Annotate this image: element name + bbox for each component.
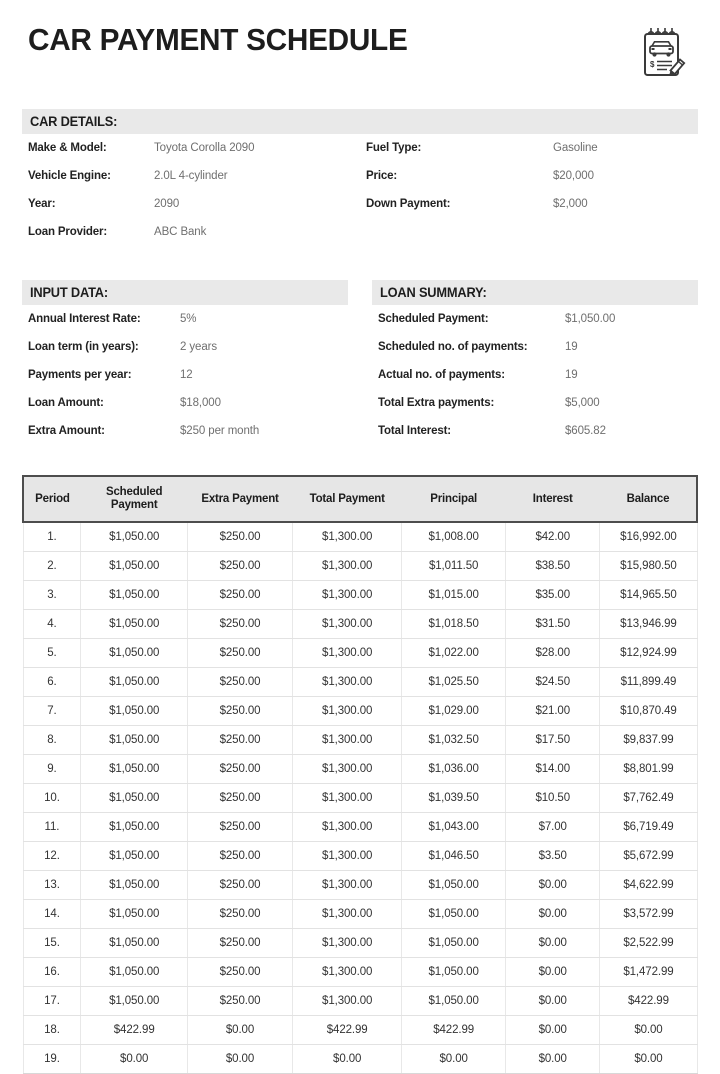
cell-period: 3. xyxy=(23,581,81,610)
cell-period: 4. xyxy=(23,610,81,639)
cell-extra-payment: $250.00 xyxy=(187,929,292,958)
cell-period: 6. xyxy=(23,668,81,697)
detail-value: $2,000 xyxy=(553,198,588,210)
cell-balance: $12,924.99 xyxy=(600,639,697,668)
cell-extra-payment: $0.00 xyxy=(187,1045,292,1074)
cell-scheduled-payment: $1,050.00 xyxy=(81,987,187,1016)
summary-value: $5,000 xyxy=(565,397,600,409)
cell-principal: $422.99 xyxy=(402,1016,506,1045)
input-value: $250 per month xyxy=(180,425,260,437)
cell-scheduled-payment: $1,050.00 xyxy=(81,726,187,755)
cell-period: 19. xyxy=(23,1045,81,1074)
cell-extra-payment: $250.00 xyxy=(187,697,292,726)
column-header-extra-payment: Extra Payment xyxy=(187,476,292,522)
cell-total-payment: $1,300.00 xyxy=(293,668,402,697)
cell-balance: $3,572.99 xyxy=(600,900,697,929)
cell-total-payment: $1,300.00 xyxy=(293,987,402,1016)
input-data-section xyxy=(22,280,348,453)
detail-row-price xyxy=(366,170,698,198)
cell-interest: $24.50 xyxy=(506,668,600,697)
cell-interest: $7.00 xyxy=(506,813,600,842)
table-head xyxy=(23,476,697,522)
column-header-balance: Balance xyxy=(600,476,697,522)
cell-balance: $8,801.99 xyxy=(600,755,697,784)
cell-principal: $1,025.50 xyxy=(402,668,506,697)
input-row-loan-amount xyxy=(28,397,348,425)
cell-interest: $35.00 xyxy=(506,581,600,610)
cell-period: 11. xyxy=(23,813,81,842)
cell-principal: $1,015.00 xyxy=(402,581,506,610)
input-value: 2 years xyxy=(180,341,218,353)
cell-interest: $17.50 xyxy=(506,726,600,755)
summary-row-scheduled-payment xyxy=(378,313,698,341)
cell-principal: $1,011.50 xyxy=(402,552,506,581)
cell-interest: $0.00 xyxy=(506,1016,600,1045)
cell-total-payment: $1,300.00 xyxy=(293,726,402,755)
cell-principal: $1,029.00 xyxy=(402,697,506,726)
cell-period: 9. xyxy=(23,755,81,784)
table-row xyxy=(23,813,697,842)
table-row xyxy=(23,639,697,668)
input-value: $18,000 xyxy=(180,397,221,409)
cell-balance: $4,622.99 xyxy=(600,871,697,900)
summary-label: Total Extra payments: xyxy=(378,397,495,409)
summary-label: Scheduled no. of payments: xyxy=(378,341,528,353)
cell-scheduled-payment: $1,050.00 xyxy=(81,813,187,842)
payment-schedule-table-wrapper xyxy=(22,475,698,1074)
cell-interest: $38.50 xyxy=(506,552,600,581)
summary-value: 19 xyxy=(565,341,578,353)
summary-value: $605.82 xyxy=(565,425,606,437)
summary-panels xyxy=(22,280,698,453)
table-row xyxy=(23,522,697,552)
car-notepad-icon xyxy=(640,26,686,83)
cell-balance: $2,522.99 xyxy=(600,929,697,958)
car-details-body xyxy=(22,142,698,254)
detail-row-vehicle-engine xyxy=(28,170,360,198)
cell-period: 16. xyxy=(23,958,81,987)
cell-extra-payment: $250.00 xyxy=(187,958,292,987)
cell-extra-payment: $250.00 xyxy=(187,813,292,842)
column-header-total-payment: Total Payment xyxy=(293,476,402,522)
cell-interest: $28.00 xyxy=(506,639,600,668)
cell-period: 2. xyxy=(23,552,81,581)
cell-principal: $1,018.50 xyxy=(402,610,506,639)
summary-row-total-extra-payments xyxy=(378,397,698,425)
detail-label: Vehicle Engine: xyxy=(28,170,111,182)
input-label: Extra Amount: xyxy=(28,425,105,437)
cell-principal: $1,050.00 xyxy=(402,929,506,958)
detail-value: 2090 xyxy=(154,198,180,210)
cell-balance: $11,899.49 xyxy=(600,668,697,697)
cell-period: 15. xyxy=(23,929,81,958)
cell-balance: $1,472.99 xyxy=(600,958,697,987)
input-label: Annual Interest Rate: xyxy=(28,313,141,325)
cell-scheduled-payment: $0.00 xyxy=(81,1045,187,1074)
summary-value: $1,050.00 xyxy=(565,313,616,325)
cell-principal: $1,032.50 xyxy=(402,726,506,755)
cell-interest: $31.50 xyxy=(506,610,600,639)
cell-extra-payment: $250.00 xyxy=(187,755,292,784)
cell-total-payment: $1,300.00 xyxy=(293,610,402,639)
table-row xyxy=(23,987,697,1016)
car-details-heading: CAR DETAILS: xyxy=(30,114,118,129)
cell-total-payment: $1,300.00 xyxy=(293,697,402,726)
cell-balance: $10,870.49 xyxy=(600,697,697,726)
cell-extra-payment: $250.00 xyxy=(187,552,292,581)
cell-period: 1. xyxy=(23,522,81,552)
cell-balance: $16,992.00 xyxy=(600,522,697,552)
cell-scheduled-payment: $422.99 xyxy=(81,1016,187,1045)
loan-summary-body xyxy=(372,313,698,453)
table-row xyxy=(23,755,697,784)
cell-extra-payment: $250.00 xyxy=(187,871,292,900)
table-row xyxy=(23,929,697,958)
cell-extra-payment: $250.00 xyxy=(187,726,292,755)
summary-label: Scheduled Payment: xyxy=(378,313,489,325)
input-row-annual-interest-rate xyxy=(28,313,348,341)
cell-scheduled-payment: $1,050.00 xyxy=(81,929,187,958)
cell-total-payment: $1,300.00 xyxy=(293,842,402,871)
cell-scheduled-payment: $1,050.00 xyxy=(81,900,187,929)
input-value: 5% xyxy=(180,313,197,325)
detail-value: Gasoline xyxy=(553,142,598,154)
cell-total-payment: $1,300.00 xyxy=(293,522,402,552)
input-label: Loan term (in years): xyxy=(28,341,139,353)
detail-label: Fuel Type: xyxy=(366,142,422,154)
table-body xyxy=(23,522,697,1074)
cell-interest: $21.00 xyxy=(506,697,600,726)
column-header-scheduled-payment: Scheduled Payment xyxy=(81,476,187,522)
cell-interest: $14.00 xyxy=(506,755,600,784)
cell-balance: $0.00 xyxy=(600,1016,697,1045)
input-value: 12 xyxy=(180,369,193,381)
cell-balance: $422.99 xyxy=(600,987,697,1016)
table-row xyxy=(23,581,697,610)
cell-principal: $1,036.00 xyxy=(402,755,506,784)
cell-extra-payment: $250.00 xyxy=(187,639,292,668)
page-title: CAR PAYMENT SCHEDULE xyxy=(28,22,408,57)
table-row xyxy=(23,668,697,697)
input-row-payments-per-year xyxy=(28,369,348,397)
cell-scheduled-payment: $1,050.00 xyxy=(81,697,187,726)
car-details-header-bar xyxy=(22,109,698,134)
loan-summary-section xyxy=(372,280,698,453)
cell-period: 17. xyxy=(23,987,81,1016)
cell-principal: $1,050.00 xyxy=(402,958,506,987)
cell-total-payment: $0.00 xyxy=(293,1045,402,1074)
cell-total-payment: $1,300.00 xyxy=(293,755,402,784)
cell-total-payment: $1,300.00 xyxy=(293,639,402,668)
cell-total-payment: $1,300.00 xyxy=(293,871,402,900)
input-data-body xyxy=(22,313,348,453)
table-row xyxy=(23,726,697,755)
svg-text:$: $ xyxy=(650,60,655,69)
summary-value: 19 xyxy=(565,369,578,381)
cell-interest: $10.50 xyxy=(506,784,600,813)
cell-principal: $1,043.00 xyxy=(402,813,506,842)
cell-scheduled-payment: $1,050.00 xyxy=(81,842,187,871)
cell-interest: $3.50 xyxy=(506,842,600,871)
cell-scheduled-payment: $1,050.00 xyxy=(81,552,187,581)
input-label: Payments per year: xyxy=(28,369,132,381)
cell-extra-payment: $250.00 xyxy=(187,900,292,929)
cell-extra-payment: $250.00 xyxy=(187,581,292,610)
cell-interest: $0.00 xyxy=(506,987,600,1016)
cell-period: 13. xyxy=(23,871,81,900)
page-header xyxy=(0,0,720,83)
cell-extra-payment: $250.00 xyxy=(187,784,292,813)
detail-label: Year: xyxy=(28,198,56,210)
input-data-heading: INPUT DATA: xyxy=(30,285,108,300)
detail-row-down-payment xyxy=(366,198,698,226)
cell-extra-payment: $250.00 xyxy=(187,610,292,639)
detail-row-year xyxy=(28,198,360,226)
cell-principal: $0.00 xyxy=(402,1045,506,1074)
cell-extra-payment: $250.00 xyxy=(187,522,292,552)
table-row xyxy=(23,552,697,581)
cell-extra-payment: $250.00 xyxy=(187,842,292,871)
cell-interest: $0.00 xyxy=(506,871,600,900)
cell-principal: $1,008.00 xyxy=(402,522,506,552)
summary-row-total-interest xyxy=(378,425,698,453)
cell-balance: $9,837.99 xyxy=(600,726,697,755)
table-row xyxy=(23,697,697,726)
summary-row-scheduled-no-of-payments xyxy=(378,341,698,369)
cell-total-payment: $422.99 xyxy=(293,1016,402,1045)
cell-period: 8. xyxy=(23,726,81,755)
cell-total-payment: $1,300.00 xyxy=(293,929,402,958)
cell-period: 12. xyxy=(23,842,81,871)
detail-value: Toyota Corolla 2090 xyxy=(154,142,255,154)
cell-total-payment: $1,300.00 xyxy=(293,900,402,929)
cell-principal: $1,050.00 xyxy=(402,900,506,929)
cell-extra-payment: $250.00 xyxy=(187,987,292,1016)
cell-principal: $1,022.00 xyxy=(402,639,506,668)
cell-interest: $0.00 xyxy=(506,958,600,987)
cell-scheduled-payment: $1,050.00 xyxy=(81,958,187,987)
input-data-header-bar xyxy=(22,280,348,305)
cell-balance: $0.00 xyxy=(600,1045,697,1074)
table-row xyxy=(23,1045,697,1074)
cell-period: 14. xyxy=(23,900,81,929)
input-row-extra-amount xyxy=(28,425,348,453)
cell-balance: $15,980.50 xyxy=(600,552,697,581)
cell-total-payment: $1,300.00 xyxy=(293,552,402,581)
detail-value: $20,000 xyxy=(553,170,594,182)
cell-period: 7. xyxy=(23,697,81,726)
cell-principal: $1,039.50 xyxy=(402,784,506,813)
cell-period: 10. xyxy=(23,784,81,813)
detail-label: Down Payment: xyxy=(366,198,451,210)
cell-principal: $1,046.50 xyxy=(402,842,506,871)
cell-period: 18. xyxy=(23,1016,81,1045)
car-details-right-column xyxy=(360,142,698,254)
car-details-left-column xyxy=(22,142,360,254)
table-row xyxy=(23,958,697,987)
table-row xyxy=(23,784,697,813)
summary-label: Actual no. of payments: xyxy=(378,369,505,381)
loan-summary-heading: LOAN SUMMARY: xyxy=(380,285,487,300)
table-header-row xyxy=(23,476,697,522)
table-row xyxy=(23,1016,697,1045)
detail-value: ABC Bank xyxy=(154,226,207,238)
cell-total-payment: $1,300.00 xyxy=(293,581,402,610)
cell-scheduled-payment: $1,050.00 xyxy=(81,581,187,610)
car-details-section xyxy=(22,109,698,254)
table-row xyxy=(23,842,697,871)
cell-extra-payment: $250.00 xyxy=(187,668,292,697)
cell-total-payment: $1,300.00 xyxy=(293,958,402,987)
table-row xyxy=(23,871,697,900)
column-header-period: Period xyxy=(23,476,81,522)
cell-balance: $13,946.99 xyxy=(600,610,697,639)
detail-row-loan-provider xyxy=(28,226,360,254)
column-header-principal: Principal xyxy=(402,476,506,522)
detail-label: Make & Model: xyxy=(28,142,107,154)
cell-total-payment: $1,300.00 xyxy=(293,813,402,842)
input-row-loan-term xyxy=(28,341,348,369)
cell-interest: $42.00 xyxy=(506,522,600,552)
detail-row-make-model xyxy=(28,142,360,170)
cell-principal: $1,050.00 xyxy=(402,871,506,900)
cell-interest: $0.00 xyxy=(506,929,600,958)
detail-value: 2.0L 4-cylinder xyxy=(154,170,228,182)
cell-scheduled-payment: $1,050.00 xyxy=(81,784,187,813)
cell-interest: $0.00 xyxy=(506,1045,600,1074)
table-row xyxy=(23,610,697,639)
cell-scheduled-payment: $1,050.00 xyxy=(81,871,187,900)
detail-label: Loan Provider: xyxy=(28,226,108,238)
cell-scheduled-payment: $1,050.00 xyxy=(81,755,187,784)
summary-label: Total Interest: xyxy=(378,425,451,437)
cell-scheduled-payment: $1,050.00 xyxy=(81,668,187,697)
detail-row-fuel-type xyxy=(366,142,698,170)
cell-interest: $0.00 xyxy=(506,900,600,929)
column-header-interest: Interest xyxy=(506,476,600,522)
cell-principal: $1,050.00 xyxy=(402,987,506,1016)
cell-balance: $5,672.99 xyxy=(600,842,697,871)
payment-schedule-table xyxy=(22,475,698,1074)
summary-row-actual-no-of-payments xyxy=(378,369,698,397)
cell-balance: $6,719.49 xyxy=(600,813,697,842)
table-row xyxy=(23,900,697,929)
cell-total-payment: $1,300.00 xyxy=(293,784,402,813)
cell-period: 5. xyxy=(23,639,81,668)
loan-summary-header-bar xyxy=(372,280,698,305)
cell-scheduled-payment: $1,050.00 xyxy=(81,522,187,552)
cell-balance: $7,762.49 xyxy=(600,784,697,813)
cell-extra-payment: $0.00 xyxy=(187,1016,292,1045)
input-label: Loan Amount: xyxy=(28,397,104,409)
cell-balance: $14,965.50 xyxy=(600,581,697,610)
detail-label: Price: xyxy=(366,170,398,182)
cell-scheduled-payment: $1,050.00 xyxy=(81,610,187,639)
cell-scheduled-payment: $1,050.00 xyxy=(81,639,187,668)
